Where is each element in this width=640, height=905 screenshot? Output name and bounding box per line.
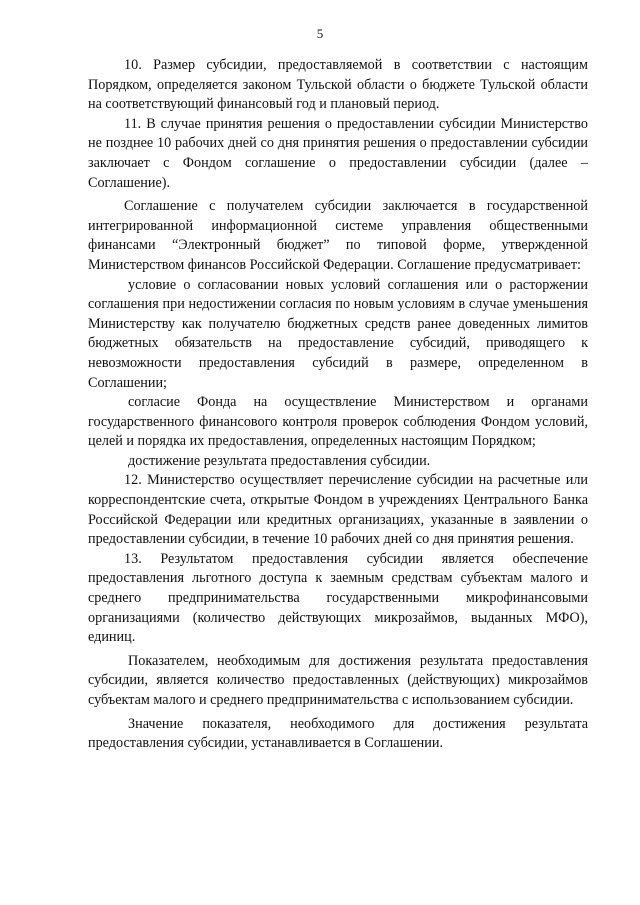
paragraph-indicator-value: Значение показателя, необходимого для достижения результата предоставления субсидии, устанавливается в Соглашении. xyxy=(88,715,588,752)
paragraph-12: 12. Министерство осуществляет перечисление субсидии на расчетные или корреспондентские счета, открытые Фондом в учреждениях Центрального Банка Российской Федерации или кредитных организациях, указанные в заявлении о предоставлении субсидии, в течение 10 рабочих дней со дня принятия решения. xyxy=(88,472,588,548)
paragraph-13: 13. Результатом предоставления субсидии является обеспечение предоставления льготного доступа к заемным средствам субъектам малого и среднего предпринимательства государственными микрофинансовыми организациями (количество действующих микрозаймов, выданных МФО), единиц. xyxy=(88,550,588,646)
agreement-condition-result: достижение результата предоставления субсидии. xyxy=(128,452,431,469)
paragraph-10: 10. Размер субсидии, предоставляемой в соответствии с настоящим Порядком, определяется законом Тульской области о бюджете Тульской области на соответствующий финансовый год и плановый период. xyxy=(88,57,588,113)
agreement-condition-inspection-consent: согласие Фонда на осуществление Министерством и органами государственного финансового контроля проверок соблюдения Фондом условий, целей и порядка их предоставления, определенных настоящим Порядком; xyxy=(88,394,588,450)
document-body xyxy=(88,56,588,754)
paragraph-agreement: Соглашение с получателем субсидии заключается в государственной интегрированной информационной системе управления общественными финансами “Электронный бюджет” по типовой форме, утвержденной Министерством финансов Российской Федерации. Соглашение предусматривает: xyxy=(88,198,588,273)
paragraph-11: 11. В случае принятия решения о предоставлении субсидии Министерство не позднее 10 рабочих дней со дня принятия решения о предоставлении субсидии заключает с Фондом соглашение о предоставлении субсидии (далее – Соглашение). xyxy=(88,115,588,191)
paragraph-indicator: Показателем, необходимым для достижения результата предоставления субсидии, является количество предоставленных (действующих) микрозаймов субъектам малого и среднего предпринимательства с использованием субсидии. xyxy=(88,652,588,708)
agreement-condition-renegotiation: условие о согласовании новых условий соглашения или о расторжении соглашения при недостижении согласия по новым условиям в случае уменьшения Министерству как получателю бюджетных средств ранее доведенных лимитов бюджетных обязательств на предоставление субсидий, приводящего к невозможности предоставления субсидий в размере, определенном в Соглашении; xyxy=(88,276,588,391)
page-number: 5 xyxy=(316,26,324,41)
